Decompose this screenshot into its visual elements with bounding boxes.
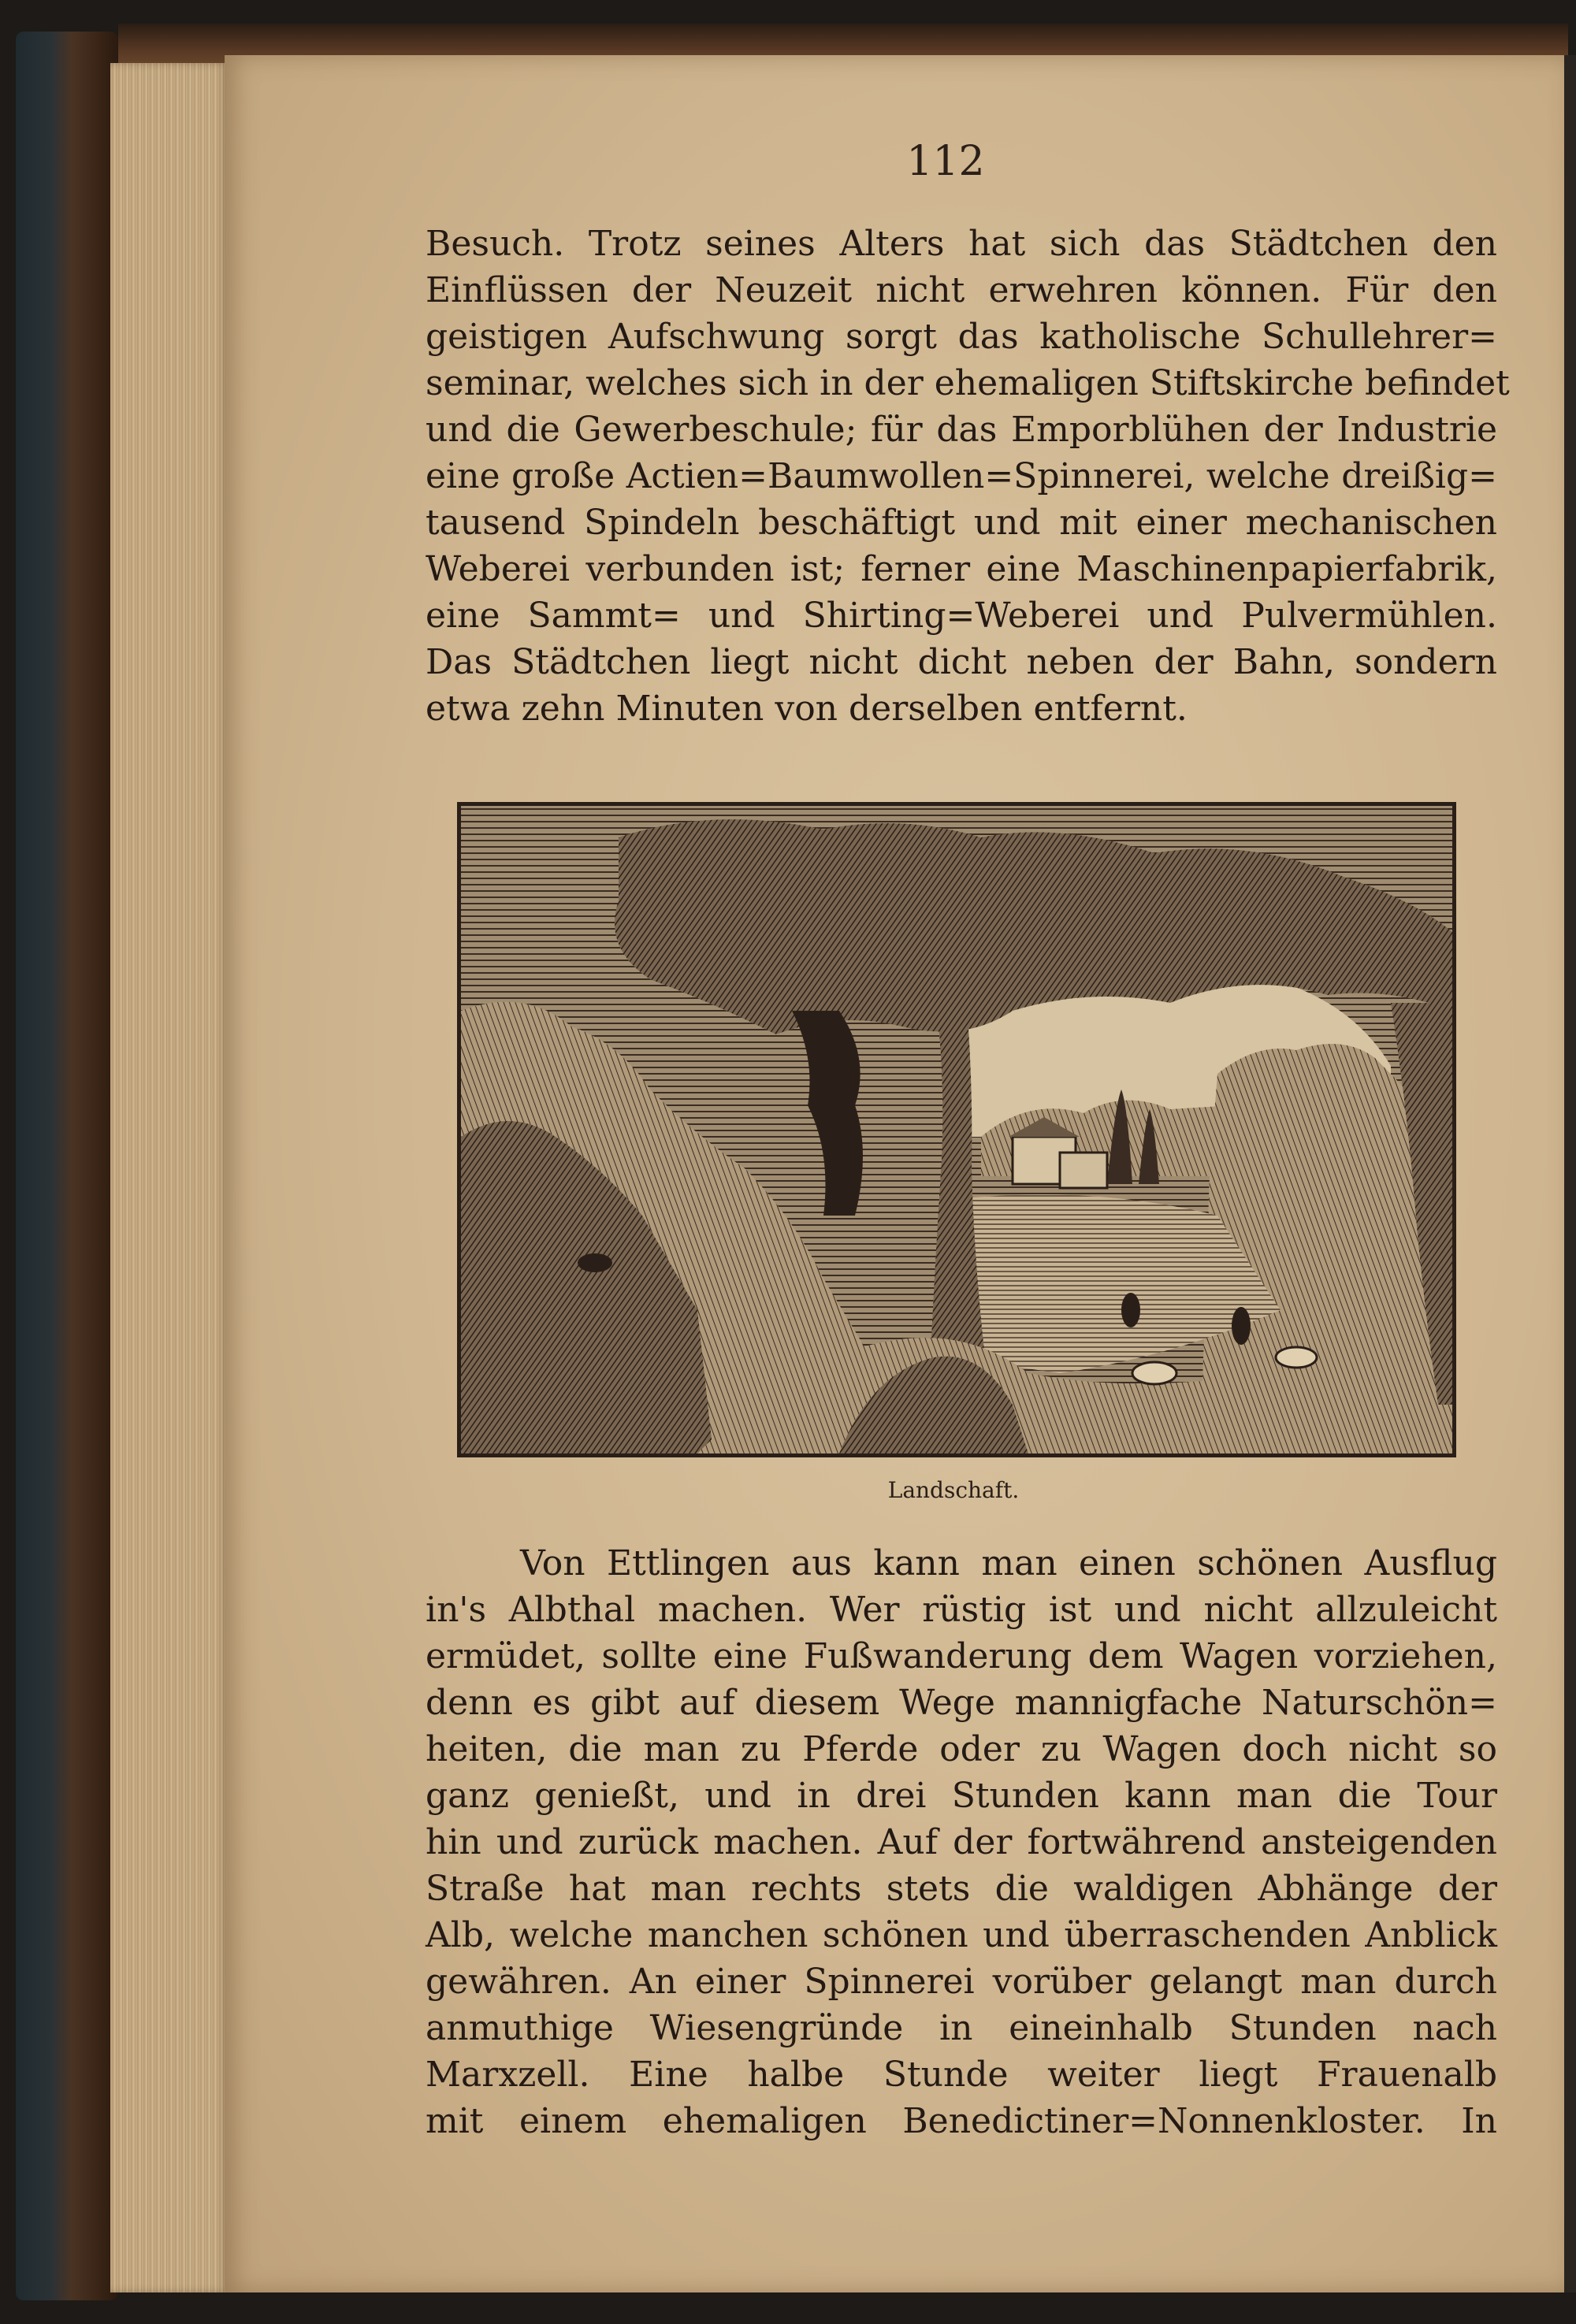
page-right-edge [1564, 55, 1576, 2292]
text-line: eine Sammt= und Shirting=Weberei und Pulvermühlen. [426, 596, 1497, 636]
landscape-engraving [457, 802, 1456, 1457]
text-line: ermüdet, sollte eine Fußwanderung dem Wagen vorziehen, [426, 1636, 1497, 1676]
text-line: mit einem ehemaligen Benedictiner=Nonnenkloster. In [426, 2101, 1497, 2141]
text-line: etwa zehn Minuten von derselben entfernt. [426, 689, 1188, 729]
goat-figure [578, 1253, 612, 1272]
text-line: Das Städtchen liegt nicht dicht neben der Bahn, sondern [426, 642, 1497, 682]
fisherman-figure [1121, 1293, 1140, 1327]
book-cover-spine [16, 32, 118, 2300]
sheep [1276, 1347, 1317, 1368]
text-line: anmuthige Wiesengründe in eineinhalb Stunden nach [426, 2008, 1497, 2048]
text-line: Straße hat man rechts stets die waldigen Abhänge der [426, 1869, 1497, 1909]
text-line: und die Gewerbeschule; für das Emporblühen der Industrie [426, 410, 1497, 450]
paragraph-2 [426, 1540, 1497, 2144]
text-line: hin und zurück machen. Auf der fortwährend ansteigenden [426, 1822, 1497, 1862]
text-line: in's Albthal machen. Wer rüstig ist und nicht allzuleicht [426, 1590, 1497, 1630]
text-line: denn es gibt auf diesem Wege mannigfache Naturschön= [426, 1683, 1497, 1723]
landscape-illustration [461, 806, 1452, 1453]
page-number: 112 [906, 138, 985, 185]
text-line: Weberei verbunden ist; ferner eine Maschinenpapierfabrik, [426, 549, 1497, 589]
text-line: eine große Actien=Baumwollen=Spinnerei, welche dreißig= [426, 456, 1497, 496]
text-line: gewähren. An einer Spinnerei vorüber gelangt man durch [426, 1962, 1497, 2002]
shepherd-figure [1232, 1307, 1251, 1345]
figure-caption: Landschaft. [887, 1477, 1020, 1503]
text-line: Besuch. Trotz seines Alters hat sich das Städtchen den [426, 224, 1497, 264]
text-line: Marxzell. Eine halbe Stunde weiter liegt Frauenalb [426, 2055, 1497, 2095]
text-line: ganz genießt, und in drei Stunden kann man die Tour [426, 1776, 1497, 1816]
text-line: Alb, welche manchen schönen und überraschenden Anblick [426, 1915, 1497, 1955]
mill-building [1060, 1153, 1107, 1188]
text-line: Von Ettlingen aus kann man einen schönen Ausflug [520, 1543, 1497, 1583]
page-stack-edge [110, 63, 229, 2292]
text-line: Einflüssen der Neuzeit nicht erwehren können. Für den [426, 270, 1497, 310]
text-line: geistigen Aufschwung sorgt das katholische Schullehrer= [426, 317, 1497, 357]
paragraph-1 [426, 221, 1510, 732]
text-line: tausend Spindeln beschäftigt und mit einer mechanischen [426, 503, 1497, 543]
text-line: seminar, welches sich in der ehemaligen Stiftskirche befindet [426, 363, 1510, 403]
sheep [1132, 1362, 1176, 1384]
text-line: heiten, die man zu Pferde oder zu Wagen doch nicht so [426, 1729, 1497, 1769]
